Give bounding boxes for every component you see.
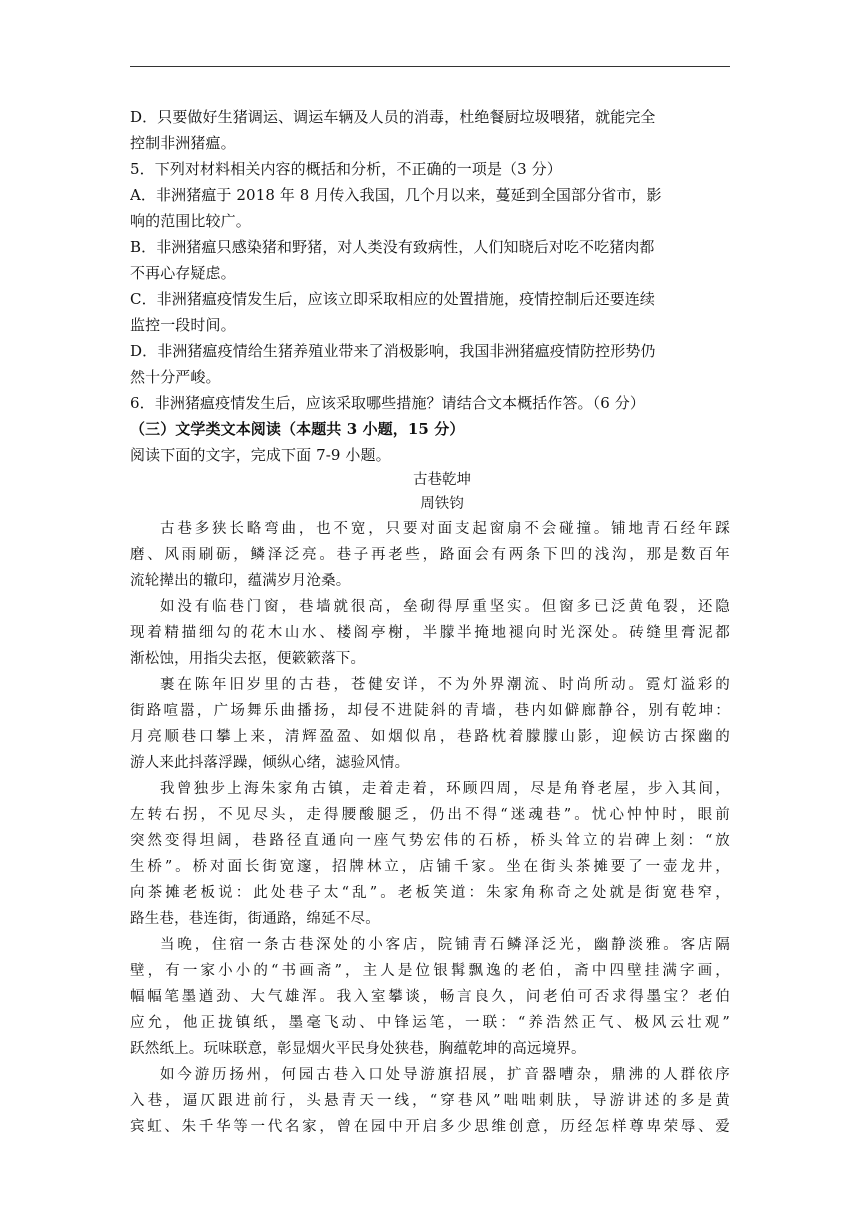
article-line: 现着精描细勾的花木山水、楼阁亭榭，半朦半掩地褪向时光深处。砖缝里膏泥都 [130,625,730,641]
article-line: 壁，有一家小小的“书画斋”，主人是位银髯飘逸的老伯，斋中四壁挂满字画， [130,963,730,979]
q5-option-d-line1: D．非洲猪瘟疫情给生猪养殖业带来了消极影响，我国非洲猪瘟疫情防控形势仍 [130,342,656,360]
article-line: 月亮顺巷口攀上来，清辉盈盈、如烟似帛，巷路枕着朦朦山影，迎候访古探幽的 [130,729,730,745]
article-title: 古巷乾坤 [413,472,471,488]
article-line: 街路喧嚣，广场舞乐曲播扬，却侵不进陡斜的青墙，巷内如僻廊静谷，别有乾坤： [130,703,730,719]
article-line: 如没有临巷门窗，巷墙就很高，垒砌得厚重坚实。但窗多已泛黄龟裂，还隐 [160,599,730,615]
article-line: 渐松蚀，用指尖去抠，便簌簌落下。 [130,651,366,667]
exam-page [130,104,730,1140]
article-line: 跃然纸上。玩味联意，彰显烟火平民身处狭巷，胸蕴乾坤的高远境界。 [130,1041,586,1057]
article-line: 古巷多狭长略弯曲，也不宽，只要对面支起窗扇不会碰撞。铺地青石经年踩 [160,521,730,537]
q5-option-a-line1: A．非洲猪瘟于 2018 年 8 月传入我国，几个月以来，蔓延到全国部分省市，影 [130,186,662,204]
article-line: 我曾独步上海朱家角古镇，走着走着，环顾四周，尽是角脊老屋，步入其间， [160,781,730,797]
q5-option-c-line2: 监控一段时间。 [130,316,236,334]
article-author: 周铁钧 [420,496,464,512]
article-line: 应允，他正拢镇纸，墨毫飞动、中锋运笔，一联：“养浩然正气、极风云壮观” [130,1015,730,1031]
article-line: 游人来此抖落浮躁，倾纵心绪，滤验风情。 [130,755,410,771]
article-line: 生桥”。桥对面长街宽邃，招牌林立，店铺千家。坐在街头茶摊要了一壶龙井， [130,859,730,875]
q5-option-b-line2: 不再心存疑虑。 [130,264,236,282]
section-heading: （三）文学类文本阅读（本题共 3 小题，15 分） [130,420,465,438]
q5-option-d-line2: 然十分严峻。 [130,368,221,386]
section-instruction: 阅读下面的文字，完成下面 7-9 小题。 [130,446,391,464]
q5-stem: 5．下列对材料相关内容的概括和分析，不正确的一项是（3 分） [130,160,562,178]
article-line: 宾虹、朱千华等一代名家，曾在园中开启多少思维创意，历经怎样尊卑荣辱、爱 [130,1119,730,1135]
article-line: 当晚，住宿一条古巷深处的小客店，院铺青石鳞泽泛光，幽静淡雅。客店隔 [160,937,730,953]
q4-option-d-line1: D．只要做好生猪调运、调运车辆及人员的消毒，杜绝餐厨垃圾喂猪，就能完全 [130,108,656,126]
q6-stem: 6．非洲猪瘟疫情发生后，应该采取哪些措施？请结合文本概括作答。（6 分） [130,394,645,412]
q4-option-d-line2: 控制非洲猪瘟。 [130,134,236,152]
q5-option-c-line1: C．非洲猪瘟疫情发生后，应该立即采取相应的处置措施，疫情控制后还要连续 [130,290,655,308]
article-line: 突然变得坦阔，巷路径直通向一座气势宏伟的石桥，桥头耸立的岩碑上刻：“放 [130,833,730,849]
article-line: 左转右拐，不见尽头，走得腰酸腿乏，仍出不得“迷魂巷”。忧心忡忡时，眼前 [130,807,730,823]
article-body [130,516,730,1140]
header-rule [130,66,730,67]
article-line: 路生巷，巷连街，街通路，绵延不尽。 [130,911,380,927]
article-line: 磨、风雨刷砺，鳞泽泛亮。巷子再老些，路面会有两条下凹的浅沟，那是数百年 [130,547,730,563]
article-line: 如今游历扬州，何园古巷入口处导游旗招展，扩音器嘈杂，鼎沸的人群依序 [160,1067,730,1083]
q5-option-a-line2: 响的范围比较广。 [130,212,251,230]
q5-option-b-line1: B．非洲猪瘟只感染猪和野猪，对人类没有致病性，人们知晓后对吃不吃猪肉都 [130,238,655,256]
article-line: 幅幅笔墨遒劲、大气雄浑。我入室攀谈，畅言良久，问老伯可否求得墨宝？老伯 [130,989,730,1005]
article-line: 入巷，逼仄跟进前行，头悬青天一线，“穿巷风”咄咄刺肤，导游讲述的多是黄 [130,1093,730,1109]
article-line: 裹在陈年旧岁里的古巷，苍健安详，不为外界潮流、时尚所动。霓灯溢彩的 [160,677,730,693]
article-line: 流轮撵出的辙印，蕴满岁月沧桑。 [130,573,351,589]
article-line: 向茶摊老板说：此处巷子太“乱”。老板笑道：朱家角称奇之处就是街宽巷窄， [130,885,730,901]
